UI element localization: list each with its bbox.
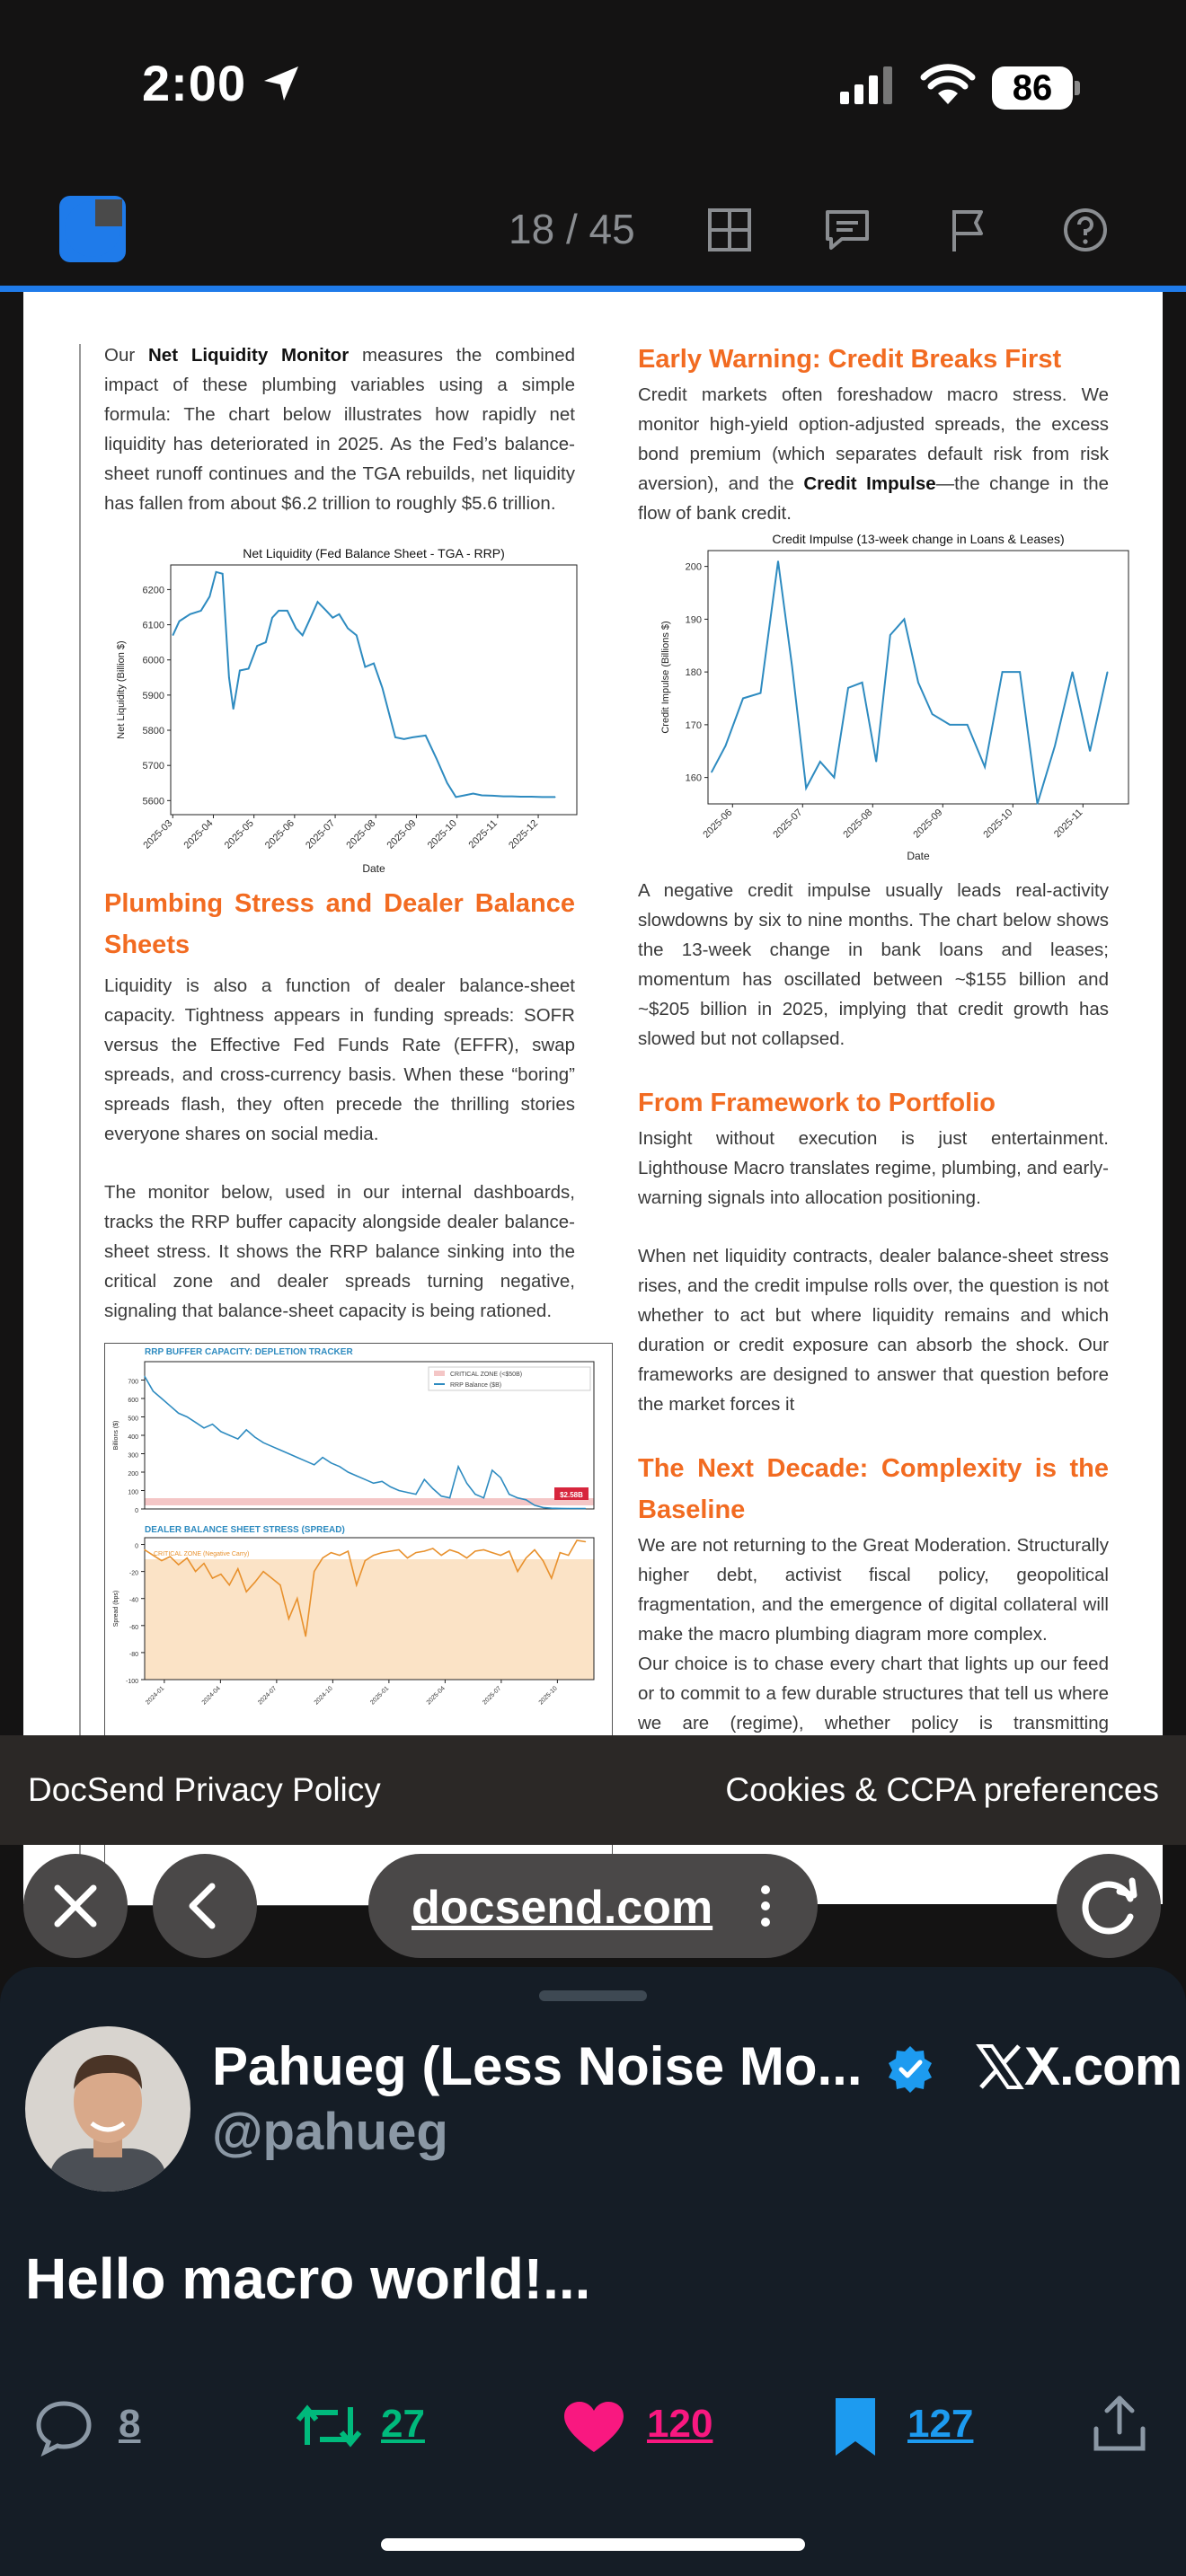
chart-title: Credit Impulse (13-week change in Loans & Leases) xyxy=(772,532,1065,546)
net-liquidity-chart xyxy=(104,540,589,874)
reload-icon xyxy=(1057,1854,1161,1958)
data-point xyxy=(209,596,210,597)
data-point xyxy=(425,735,426,736)
avatar[interactable] xyxy=(25,2026,190,2192)
data-point xyxy=(373,1483,374,1484)
data-point xyxy=(577,1508,578,1509)
x-axis-label: Date xyxy=(907,850,930,862)
x-tick-label: 2024-10 xyxy=(313,1685,334,1707)
y-tick-label: 0 xyxy=(135,1508,138,1514)
data-point xyxy=(326,610,327,611)
data-point xyxy=(474,1494,475,1495)
data-point xyxy=(203,1563,204,1564)
data-point xyxy=(203,1427,204,1428)
data-point xyxy=(233,709,234,710)
x-tick-label: 2024-07 xyxy=(257,1685,279,1707)
data-point xyxy=(262,1571,263,1572)
x-tick-label: 2025-07 xyxy=(482,1685,503,1707)
data-point xyxy=(317,602,318,603)
data-point xyxy=(257,645,258,646)
share-icon[interactable] xyxy=(1091,2393,1148,2456)
data-point xyxy=(237,1439,238,1440)
more-options-icon[interactable] xyxy=(757,1881,774,1931)
y-tick-label: 180 xyxy=(685,667,702,679)
privacy-banner xyxy=(0,1735,1186,1845)
x-tick-label: 2025-05 xyxy=(222,817,256,851)
retweet-icon[interactable] xyxy=(295,2396,363,2456)
browser-bar xyxy=(0,1845,1186,1971)
data-point xyxy=(577,1539,578,1540)
data-point xyxy=(178,1564,179,1565)
y-tick-label: 6200 xyxy=(142,585,164,596)
data-point xyxy=(222,573,223,574)
data-point xyxy=(511,796,512,797)
plumbing-paragraph-2: The monitor below, used in our internal dashboards, tracks the RRP buffer capacity alongside dealer balance-sheet stress. It shows the RRP balance sinking into the critical zone and dealer spreads turning negative, signaling that balance-sheet capacity is being rationed. xyxy=(104,1182,575,1321)
data-point xyxy=(296,1598,297,1599)
data-point xyxy=(449,1549,450,1550)
data-point xyxy=(365,1479,366,1480)
net-liquidity-svg xyxy=(104,540,589,874)
y-tick-label: -80 xyxy=(128,1651,138,1658)
data-point xyxy=(834,777,835,778)
data-point xyxy=(441,1555,442,1556)
reply-icon[interactable] xyxy=(34,2398,93,2457)
data-point xyxy=(543,1507,544,1508)
x-tick-label: 2025-01 xyxy=(369,1685,391,1707)
progress-line xyxy=(0,286,1186,292)
data-point xyxy=(348,1471,349,1472)
right-column xyxy=(638,339,1109,557)
data-point xyxy=(492,795,493,796)
data-point xyxy=(288,1453,289,1454)
data-point xyxy=(187,1557,188,1558)
data-point xyxy=(398,1549,399,1550)
x-tick-label: 2024-04 xyxy=(200,1685,222,1707)
data-point xyxy=(254,1436,255,1437)
data-point xyxy=(220,1574,221,1575)
x-tick-label: 2025-09 xyxy=(911,807,945,841)
y-tick-label: 6000 xyxy=(142,655,164,666)
intro-text-pre: Our xyxy=(104,345,148,366)
like-heart-icon[interactable] xyxy=(562,2400,625,2456)
data-point xyxy=(526,1499,527,1500)
data-point xyxy=(229,1434,230,1435)
data-point xyxy=(1020,672,1021,673)
data-point xyxy=(195,1422,196,1423)
data-point xyxy=(179,621,180,622)
right-column-lower xyxy=(638,876,1109,1796)
x-tick-label: 2025-09 xyxy=(385,817,419,851)
url-bar[interactable] xyxy=(368,1854,818,1958)
data-point xyxy=(403,738,404,739)
plumbing-paragraph-1: Liquidity is also a function of dealer balance-sheet capacity. Tightness appears in funding spreads: SOFR versus the Effective Fed Funds Rate (EFFR), swap spreads, and cross-currency basis. When these “boring” spreads flash, they often precede the thrilling stories everyone shares on social media. xyxy=(104,975,575,1144)
data-point xyxy=(254,1582,255,1583)
data-point xyxy=(339,1555,340,1556)
next-decade-paragraph-1: We are not returning to the Great Moderation. Structurally higher debt, activist fiscal policy, geopolitical fragmentation, and the emergence of digital collateral will make the macro plumbing diagram more complex. xyxy=(638,1535,1109,1645)
x-tick-label: 2025-10 xyxy=(425,817,459,851)
intro-paragraph xyxy=(104,340,575,518)
data-point xyxy=(246,1429,247,1430)
framework-paragraph-1: Insight without execution is just entertainment. Lighthouse Macro translates regime, plumbing, and early-warning signals into allocation positioning. xyxy=(638,1128,1109,1208)
legend-critical: CRITICAL ZONE (<$50B) xyxy=(450,1372,523,1378)
reload-button[interactable] xyxy=(1057,1854,1161,1958)
data-point xyxy=(449,1497,450,1498)
y-axis-label: Net Liquidity (Billion $) xyxy=(116,640,127,739)
data-point xyxy=(517,1571,518,1572)
data-point xyxy=(950,724,951,725)
data-point xyxy=(520,796,521,797)
y-tick-label: 600 xyxy=(128,1398,138,1404)
data-point xyxy=(551,1578,552,1579)
data-point xyxy=(365,666,366,667)
credit-impulse-term: Credit Impulse xyxy=(803,473,936,494)
x-tick-label: 2025-10 xyxy=(537,1685,559,1707)
y-axis-label: Spread (bps) xyxy=(113,1590,119,1628)
data-point xyxy=(819,761,820,762)
data-point xyxy=(534,1504,535,1505)
page-indicator[interactable]: 18 / 45 xyxy=(509,206,635,252)
data-point xyxy=(388,712,389,713)
data-point xyxy=(296,1457,297,1458)
data-point xyxy=(279,1450,280,1451)
tweet-display-name[interactable]: Pahueg (Less Noise Mo... xyxy=(212,2036,863,2096)
plot-frame xyxy=(171,565,577,815)
credit-impulse-chart xyxy=(634,527,1137,860)
close-tab-button[interactable] xyxy=(23,1854,128,1958)
data-point xyxy=(917,682,918,683)
credit-text-pre: Credit markets often foreshadow macro stress. We monitor high-yield option-adjusted spreads, the excess bond premium (which separates default risk from risk aversion), and the xyxy=(638,384,1109,494)
bookmark-count[interactable]: 127 xyxy=(907,2402,974,2446)
y-tick-label: 160 xyxy=(685,772,702,784)
data-point xyxy=(1072,672,1073,673)
data-point xyxy=(248,668,249,669)
data-point xyxy=(777,560,778,561)
x-tick-label: 2025-03 xyxy=(141,817,175,851)
data-point xyxy=(262,1442,263,1443)
data-point xyxy=(356,1476,357,1477)
data-point xyxy=(568,1555,569,1556)
y-tick-label: 200 xyxy=(685,561,702,573)
annotation-text: $2.58B xyxy=(560,1491,583,1499)
y-axis-label: Credit Impulse (Billions $) xyxy=(660,621,671,734)
data-point xyxy=(212,1578,213,1579)
data-point xyxy=(390,1550,391,1551)
net-liquidity-monitor-term: Net Liquidity Monitor xyxy=(147,345,350,366)
data-point xyxy=(305,1460,306,1461)
credit-paragraph xyxy=(638,380,1109,528)
data-point xyxy=(287,610,288,611)
data-point xyxy=(985,766,986,767)
series-line xyxy=(712,561,1108,804)
x-tick-label: 2025-04 xyxy=(181,817,216,851)
data-point xyxy=(373,1555,374,1556)
data-point xyxy=(457,1552,458,1553)
data-point xyxy=(585,1508,586,1509)
data-point xyxy=(560,1508,561,1509)
legend-rrp: RRP Balance ($B) xyxy=(450,1382,502,1389)
y-tick-label: 700 xyxy=(128,1379,138,1386)
data-point xyxy=(531,796,532,797)
battery-level: 86 xyxy=(992,66,1073,110)
data-point xyxy=(373,663,374,664)
data-point xyxy=(967,724,968,725)
data-point xyxy=(424,1550,425,1551)
data-point xyxy=(441,1495,442,1496)
data-point xyxy=(348,1550,349,1551)
data-point xyxy=(847,687,848,688)
data-point xyxy=(144,1549,145,1550)
data-point xyxy=(271,1446,272,1447)
series-line xyxy=(173,572,555,798)
data-point xyxy=(534,1549,535,1550)
data-point xyxy=(356,1584,357,1585)
privacy-policy-link[interactable]: DocSend Privacy Policy xyxy=(28,1771,381,1808)
data-point xyxy=(170,1406,171,1407)
data-point xyxy=(271,617,272,618)
data-point xyxy=(1090,751,1091,752)
data-point xyxy=(144,1376,145,1377)
x-tick-label: 2025-08 xyxy=(841,807,875,841)
x-tick-label: 2025-07 xyxy=(771,807,805,841)
data-point xyxy=(331,1552,332,1553)
data-point xyxy=(436,758,437,759)
source-label: X.com xyxy=(1024,2036,1182,2096)
credit-impulse-paragraph: A negative credit impulse usually leads real-activity slowdowns by six to nine months. The chart below shows the 13-week change in bank loans and leases; momentum has oscillated between ~$155 billion and ~$205 billion in 2025, implying that credit growth has slowed but not collapsed. xyxy=(638,880,1109,1049)
data-point xyxy=(339,613,340,614)
data-point xyxy=(424,1479,425,1480)
intro-text-post: measures the combined impact of these plumbing variables using a simple formula: The chart below illustrates how rapidly net liquidity has deteriorated in 2025. As the Fed’s balance-sheet runoff continues and the TGA rebuilds, net liquidity has fallen from about $6.2 trillion to roughly $5.6 trillion. xyxy=(104,345,575,514)
data-point xyxy=(195,1571,196,1572)
data-point xyxy=(220,1431,221,1432)
y-tick-label: -100 xyxy=(125,1679,138,1685)
data-point xyxy=(229,1584,230,1585)
data-point xyxy=(382,1481,383,1482)
data-point xyxy=(407,1492,408,1493)
data-point xyxy=(543,1560,544,1561)
chart-title: Net Liquidity (Fed Balance Sheet - TGA - RRP) xyxy=(243,546,505,560)
status-bar xyxy=(0,0,1186,180)
data-point xyxy=(862,682,863,683)
data-point xyxy=(503,796,504,797)
docsend-logo-icon[interactable] xyxy=(59,196,126,262)
grid-view-icon[interactable] xyxy=(704,205,755,255)
dealer-chart-title: DEALER BALANCE SHEET STRESS (SPREAD) xyxy=(145,1525,345,1535)
reply-count[interactable]: 8 xyxy=(119,2402,141,2446)
data-point xyxy=(178,1413,179,1414)
x-tick-label: 2025-11 xyxy=(1051,807,1085,841)
bookmark-icon[interactable] xyxy=(832,2396,879,2457)
data-point xyxy=(228,677,229,678)
location-arrow-icon xyxy=(261,63,302,104)
like-count[interactable]: 120 xyxy=(647,2402,713,2446)
y-tick-label: 100 xyxy=(128,1489,138,1496)
y-tick-label: 190 xyxy=(685,614,702,626)
wifi-icon xyxy=(920,63,976,106)
data-point xyxy=(356,635,357,636)
x-tick-label: 2025-04 xyxy=(425,1685,447,1707)
data-point xyxy=(560,1552,561,1553)
data-point xyxy=(554,797,555,798)
home-indicator[interactable] xyxy=(381,2538,805,2551)
data-point xyxy=(585,1541,586,1542)
data-point xyxy=(483,1497,484,1498)
y-tick-label: 5600 xyxy=(142,796,164,807)
x-tick-label: 2025-10 xyxy=(981,807,1015,841)
data-point xyxy=(904,619,905,620)
data-point xyxy=(500,1555,501,1556)
x-tick-label: 2025-11 xyxy=(466,817,500,851)
sheet-grabber[interactable] xyxy=(539,1990,647,2001)
data-point xyxy=(407,1557,408,1558)
retweet-count[interactable]: 27 xyxy=(381,2402,425,2446)
data-point xyxy=(473,793,474,794)
cookies-preferences-link[interactable]: Cookies & CCPA preferences xyxy=(725,1771,1159,1808)
framework-paragraph-2: When net liquidity contracts, dealer balance-sheet stress rises, and the credit impulse rolls over, the question is not whether to act but where liquidity remains and which duration or credit exposure can absorb the shock. Our frameworks are designed to answer that question before the market forces it xyxy=(638,1246,1109,1415)
data-point xyxy=(932,714,933,715)
x-axis-label: Date xyxy=(362,862,385,875)
y-tick-label: 5800 xyxy=(142,726,164,737)
data-point xyxy=(1037,803,1038,804)
data-point xyxy=(1107,672,1108,673)
x-tick-label: 2025-08 xyxy=(344,817,378,851)
data-point xyxy=(432,1488,433,1489)
data-point xyxy=(517,1497,518,1498)
data-point xyxy=(464,795,465,796)
data-point xyxy=(382,1552,383,1553)
data-point xyxy=(187,1416,188,1417)
data-point xyxy=(725,745,726,746)
data-point xyxy=(491,1469,492,1470)
url-text[interactable]: docsend.com xyxy=(412,1882,713,1934)
left-column-rule xyxy=(79,344,81,1904)
data-point xyxy=(200,610,201,611)
data-point xyxy=(153,1390,154,1391)
data-point xyxy=(302,635,303,636)
data-point xyxy=(339,1466,340,1467)
data-point xyxy=(398,1490,399,1491)
dealer-stress-svg xyxy=(105,1523,608,1707)
y-tick-label: 300 xyxy=(128,1452,138,1460)
y-tick-label: 6100 xyxy=(142,620,164,631)
data-point xyxy=(365,1560,366,1561)
y-axis-label: Billions ($) xyxy=(113,1420,119,1451)
rrp-depletion-svg xyxy=(105,1344,608,1520)
y-tick-label: -40 xyxy=(128,1597,138,1604)
data-point xyxy=(382,687,383,688)
data-point xyxy=(1002,672,1003,673)
critical-zone-label: CRITICAL ZONE (Negative Carry) xyxy=(154,1551,250,1557)
data-point xyxy=(415,1552,416,1553)
next-decade-heading: The Next Decade: Complexity is the Baseline xyxy=(638,1454,1109,1524)
battery-tip xyxy=(1075,81,1080,95)
data-point xyxy=(742,698,743,699)
y-tick-label: 5700 xyxy=(142,761,164,772)
data-point xyxy=(348,628,349,629)
data-point xyxy=(466,1483,467,1484)
data-point xyxy=(568,1508,569,1509)
left-column xyxy=(104,340,575,547)
status-time: 2:00 xyxy=(142,55,247,111)
legend-swatch-critical xyxy=(434,1371,445,1376)
data-point xyxy=(212,1424,213,1425)
rrp-chart-title: RRP BUFFER CAPACITY: DEPLETION TRACKER xyxy=(145,1347,353,1357)
y-tick-label: 500 xyxy=(128,1416,138,1423)
data-point xyxy=(271,1578,272,1579)
data-point xyxy=(526,1557,527,1558)
verified-badge-icon xyxy=(886,2044,934,2093)
plot-frame xyxy=(708,551,1128,804)
y-tick-label: 5900 xyxy=(142,690,164,701)
data-point xyxy=(237,1568,238,1569)
close-icon xyxy=(23,1854,128,1958)
data-point xyxy=(466,1557,467,1558)
tweet-text[interactable]: Hello macro world!... xyxy=(25,2246,591,2311)
help-icon[interactable] xyxy=(1060,205,1111,255)
data-point xyxy=(483,1549,484,1550)
y-tick-label: -20 xyxy=(128,1570,138,1577)
data-point xyxy=(491,1552,492,1553)
chevron-left-icon xyxy=(153,1854,257,1958)
data-point xyxy=(390,1486,391,1487)
x-tick-label: 2025-12 xyxy=(507,817,541,851)
flag-icon[interactable] xyxy=(943,205,994,255)
data-point xyxy=(415,1494,416,1495)
y-tick-label: 170 xyxy=(685,719,702,731)
tweet-handle[interactable]: @pahueg xyxy=(212,2103,448,2161)
data-point xyxy=(308,621,309,622)
y-tick-label: -60 xyxy=(128,1624,138,1631)
x-tick-label: 2025-06 xyxy=(262,817,296,851)
comment-icon[interactable] xyxy=(822,205,872,255)
y-tick-label: 200 xyxy=(128,1471,138,1478)
series-line xyxy=(145,1376,586,1508)
credit-impulse-svg xyxy=(634,527,1137,860)
plumbing-stress-heading: Plumbing Stress and Dealer Balance Sheets xyxy=(104,889,575,959)
data-point xyxy=(216,571,217,572)
framework-heading: From Framework to Portfolio xyxy=(638,1089,996,1117)
early-warning-heading: Early Warning: Credit Breaks First xyxy=(638,345,1062,374)
x-tick-label: 2024-01 xyxy=(145,1685,166,1707)
data-point xyxy=(551,1508,552,1509)
data-point xyxy=(161,1560,162,1561)
data-point xyxy=(876,761,877,762)
data-point xyxy=(542,797,543,798)
data-point xyxy=(1055,745,1056,746)
back-button[interactable] xyxy=(153,1854,257,1958)
document-page xyxy=(23,292,1163,1904)
data-point xyxy=(457,1466,458,1467)
data-point xyxy=(474,1550,475,1551)
next-decade-paragraph-2: Our choice is to chase every chart that lights up our feed or to commit to a few durable structures that tell us where we are (regime), whether policy is transmitting xyxy=(638,1654,1109,1734)
x-logo-icon xyxy=(974,2041,1026,2093)
tweet-sheet xyxy=(0,1967,1186,2576)
x-tick-label: 2025-07 xyxy=(304,817,338,851)
credit-text-post: —the change in the flow of bank credit. xyxy=(638,473,1109,524)
data-point xyxy=(265,642,266,643)
y-tick-label: 400 xyxy=(128,1434,138,1441)
data-point xyxy=(332,617,333,618)
x-tick-label: 2025-06 xyxy=(701,807,735,841)
data-point xyxy=(279,1584,280,1585)
data-point xyxy=(331,1462,332,1463)
cellular-signal-icon xyxy=(840,65,896,104)
data-point xyxy=(239,670,240,671)
y-tick-label: 0 xyxy=(135,1543,138,1550)
left-column-lower xyxy=(104,883,575,1354)
data-point xyxy=(806,788,807,789)
